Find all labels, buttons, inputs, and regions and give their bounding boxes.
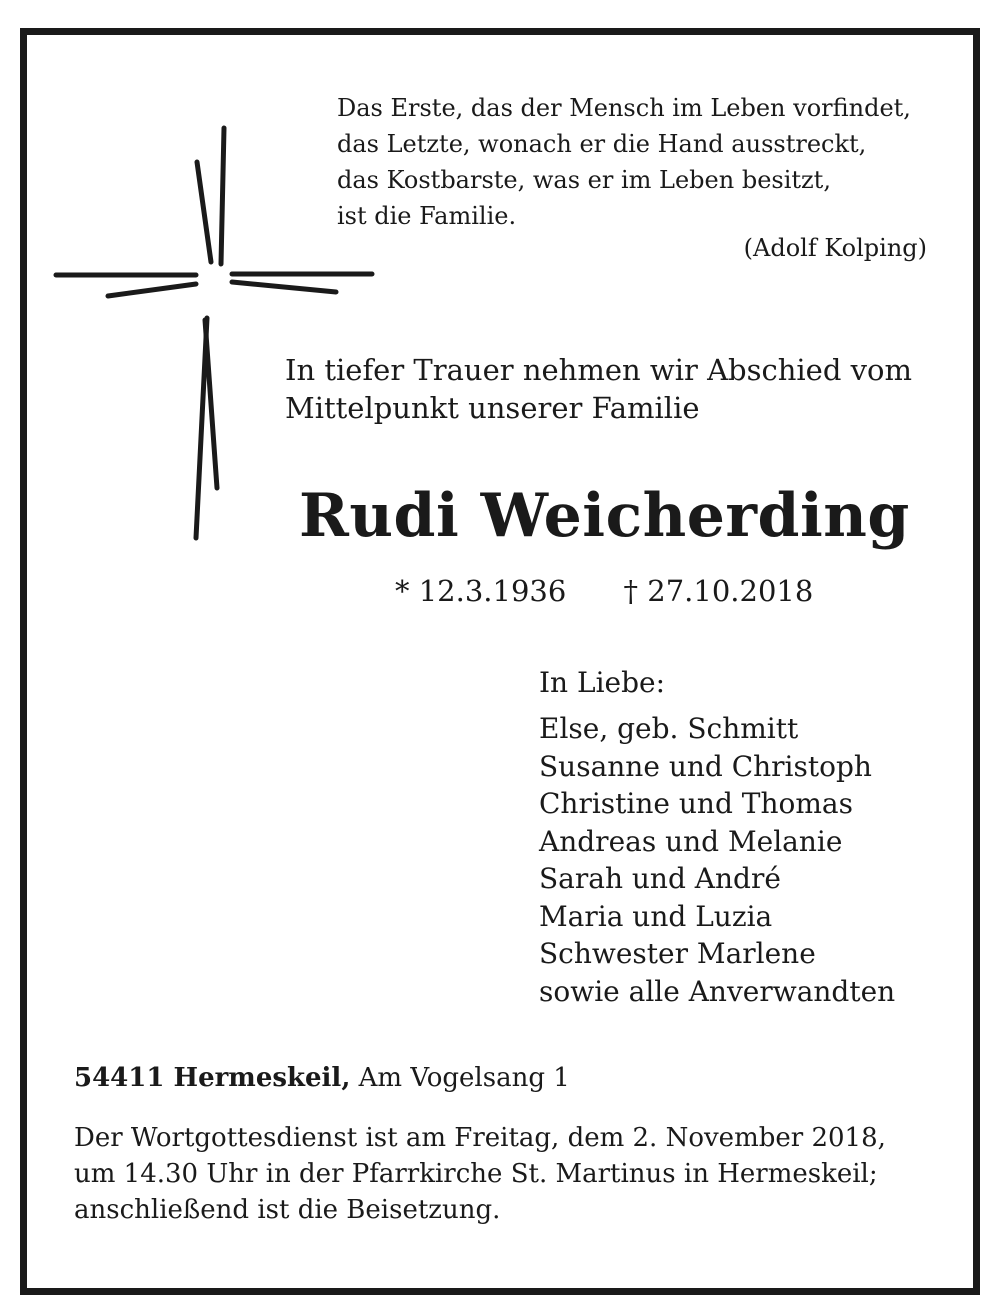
service-info: [74, 1120, 886, 1228]
intro-line: Mittelpunkt unserer Familie: [285, 391, 700, 425]
mourners-heading: In Liebe:: [539, 666, 666, 699]
list-item: Christine und Thomas: [539, 787, 853, 820]
quote-line: Das Erste, das der Mensch im Leben vorfindet,: [337, 94, 911, 122]
list-item: Andreas und Melanie: [539, 824, 843, 858]
list-item: Sarah und André: [539, 862, 781, 895]
list-item: Else, geb. Schmitt: [539, 712, 799, 745]
list-item: Susanne und Christoph: [539, 749, 872, 783]
quote: [337, 90, 911, 234]
death-date: † 27.10.2018: [623, 574, 814, 608]
quote-author: (Adolf Kolping): [743, 234, 927, 262]
life-dates: [395, 574, 813, 608]
address-city: 54411 Hermeskeil,: [74, 1063, 351, 1093]
quote-line: das Kostbarste, was er im Leben besitzt,: [337, 166, 831, 194]
address: [74, 1063, 570, 1093]
quote-line: ist die Familie.: [337, 202, 517, 230]
service-line: um 14.30 Uhr in der Pfarrkirche St. Martinus in Hermeskeil;: [74, 1159, 878, 1189]
list-item: Schwester Marlene: [539, 937, 816, 970]
list-item: Maria und Luzia: [539, 899, 773, 933]
birth-date: * 12.3.1936: [395, 574, 567, 608]
quote-line: das Letzte, wonach er die Hand ausstreckt,: [337, 130, 867, 158]
mourners-list: [539, 710, 895, 1010]
intro-line: In tiefer Trauer nehmen wir Abschied vom: [285, 353, 912, 387]
address-street: Am Vogelsang 1: [358, 1063, 570, 1093]
service-line: anschließend ist die Beisetzung.: [74, 1195, 501, 1225]
deceased-name: Rudi Weicherding: [299, 481, 910, 551]
list-item: sowie alle Anverwandten: [539, 974, 896, 1008]
intro-text: [285, 351, 912, 427]
service-line: Der Wortgottesdienst ist am Freitag, dem 2. November 2018,: [74, 1123, 886, 1153]
